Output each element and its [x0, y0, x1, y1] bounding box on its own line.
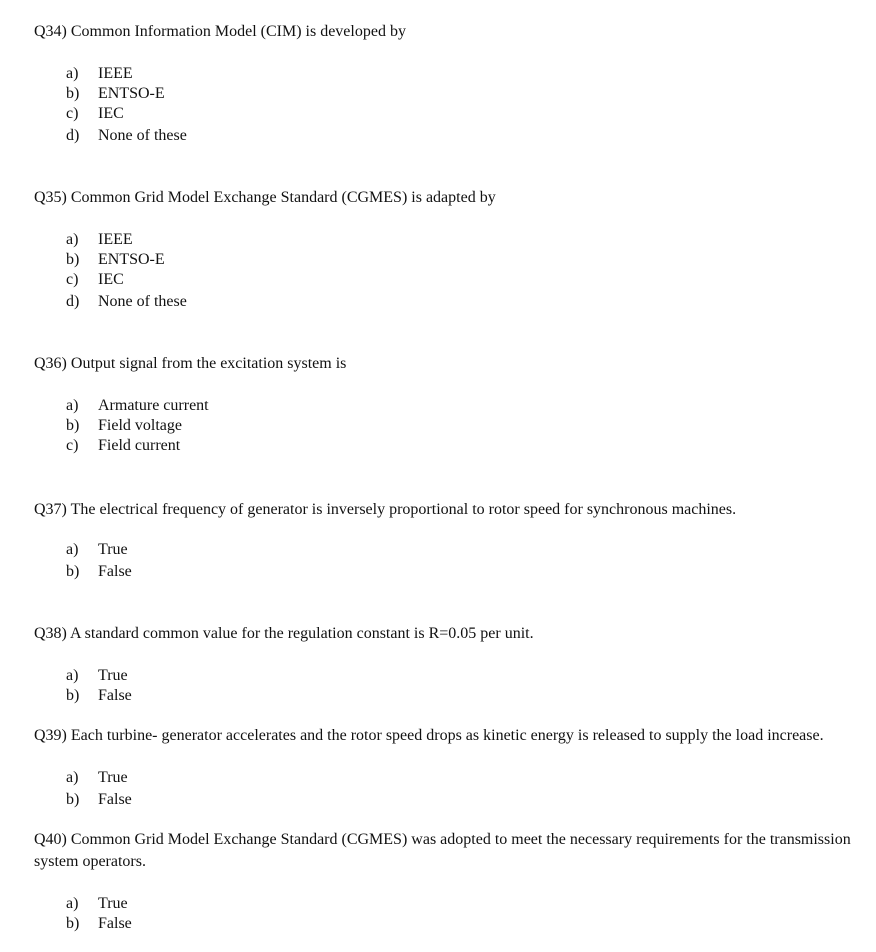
option-c [66, 104, 124, 124]
option-text: False [98, 791, 132, 808]
option-letter: b) [66, 85, 80, 102]
option-letter: c) [66, 437, 79, 454]
option-a [66, 230, 133, 250]
question-38: Q38) A standard common value for the regulation constant is R=0.05 per unit. [34, 625, 534, 642]
option-letter: b) [66, 563, 80, 580]
question-40: Q40) Common Grid Model Exchange Standard (CGMES) was adopted to meet the necessary requirements for the transmission system operators. [34, 831, 851, 870]
option-d [66, 292, 187, 312]
option-a [66, 64, 133, 84]
option-b [66, 790, 132, 810]
option-letter: a) [66, 769, 79, 786]
option-text: Field voltage [98, 417, 182, 434]
option-letter: a) [66, 667, 79, 684]
option-text: False [98, 915, 132, 932]
option-text: True [98, 667, 128, 684]
option-text: True [98, 895, 128, 912]
option-text: True [98, 769, 128, 786]
option-letter: b) [66, 251, 80, 268]
option-a [66, 894, 128, 914]
option-a [66, 396, 209, 416]
option-d [66, 126, 187, 146]
option-letter: b) [66, 417, 80, 434]
option-text: IEEE [98, 65, 133, 82]
option-a [66, 768, 128, 788]
option-letter: b) [66, 687, 80, 704]
option-b [66, 84, 165, 104]
option-b [66, 562, 132, 582]
question-37: Q37) The electrical frequency of generator is inversely proportional to rotor speed for synchronous machines. [34, 501, 737, 518]
option-b [66, 686, 132, 706]
option-text: False [98, 563, 132, 580]
option-letter: a) [66, 65, 79, 82]
option-text: Armature current [98, 397, 209, 414]
option-text: IEEE [98, 231, 133, 248]
option-letter: a) [66, 231, 79, 248]
option-text: Field current [98, 437, 181, 454]
option-a [66, 666, 128, 686]
option-letter: c) [66, 271, 79, 288]
option-letter: b) [66, 915, 80, 932]
option-letter: a) [66, 895, 79, 912]
option-b [66, 250, 165, 270]
option-letter: d) [66, 127, 80, 144]
option-text: False [98, 687, 132, 704]
option-text: True [98, 541, 128, 558]
option-text: ENTSO-E [98, 85, 165, 102]
option-letter: d) [66, 293, 80, 310]
question-34: Q34) Common Information Model (CIM) is developed by [34, 23, 406, 40]
option-letter: a) [66, 541, 79, 558]
option-c [66, 270, 124, 290]
option-c [66, 436, 180, 456]
question-35: Q35) Common Grid Model Exchange Standard (CGMES) is adapted by [34, 189, 496, 206]
option-text: IEC [98, 105, 124, 122]
option-b [66, 416, 182, 436]
option-text: None of these [98, 293, 187, 310]
question-39: Q39) Each turbine- generator accelerates and the rotor speed drops as kinetic energy is released to supply the load increase. [34, 727, 824, 744]
option-b [66, 914, 132, 934]
option-text: ENTSO-E [98, 251, 165, 268]
option-letter: b) [66, 791, 80, 808]
option-text: None of these [98, 127, 187, 144]
option-text: IEC [98, 271, 124, 288]
option-a [66, 540, 128, 560]
question-36: Q36) Output signal from the excitation system is [34, 355, 347, 372]
option-letter: c) [66, 105, 79, 122]
option-letter: a) [66, 397, 79, 414]
